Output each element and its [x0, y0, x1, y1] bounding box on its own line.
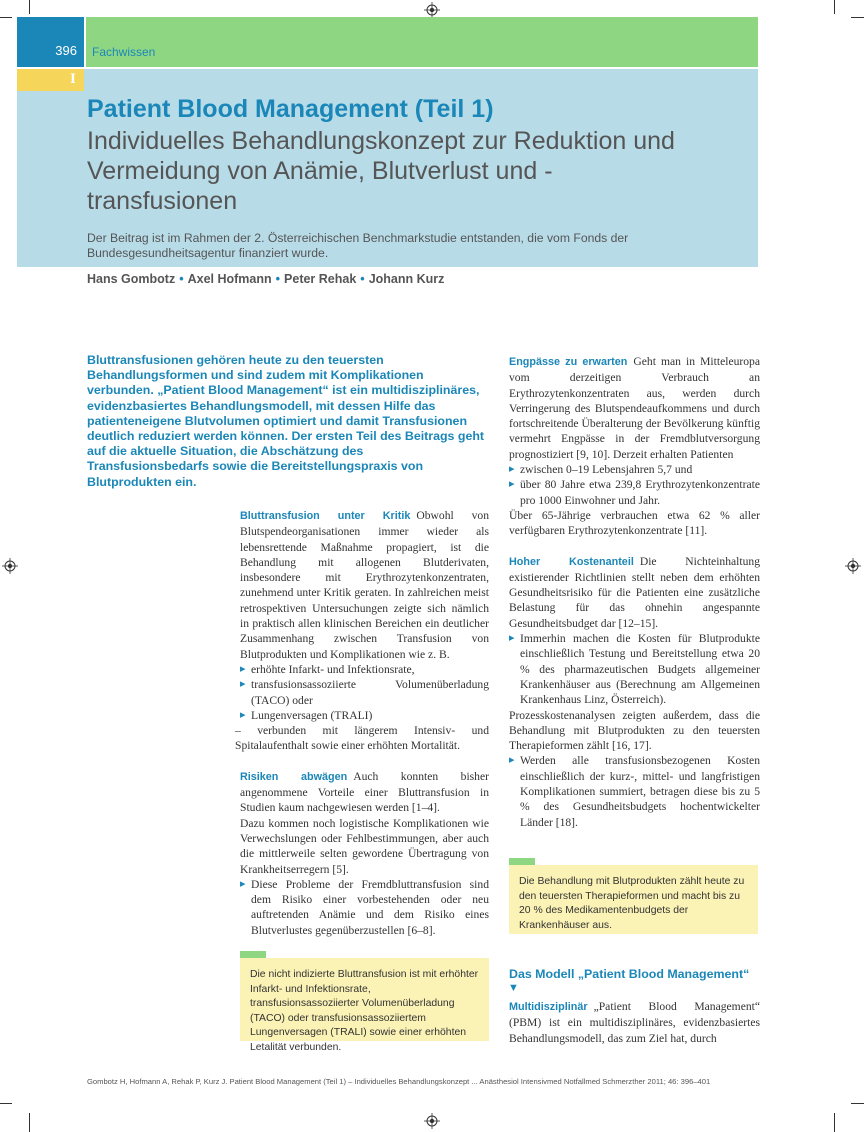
section-heading: Hoher Kostenanteil: [509, 555, 634, 568]
author: Johann Kurz: [368, 272, 445, 286]
paragraph: Geht man in Mitteleuropa vom derzeitigen Verbrauch an Erythrozytenkonzentraten aus, werden durch Verringerung des Blutspendeaufkommens und durch fortschreitende Überalterung der Bevölkerung künftig vermehrt Engpässe in der Fremdblutversorgung prognostiziert [9, 10]. Derzeit erhalten Patienten: [509, 355, 761, 461]
list-item: ▸ über 80 Jahre etwa 239,8 Erythrozytenkonzentrate pro 1000 Einwohner und Jahr.: [509, 477, 760, 508]
paragraph: Dazu kommen noch logistische Komplikationen wie Verwechslungen oder Fehlbestimmungen, aber auch die mittlerweile selten gewordene Übertragung von Krankheitserregern [5].: [240, 816, 489, 876]
section-label: Fachwissen: [92, 45, 156, 59]
crop-mark: [29, 1113, 30, 1132]
bullet-list: [240, 662, 489, 723]
section-heading: Multidisziplinär: [509, 1001, 588, 1013]
paragraph: Auch konnten bisher angenommene Vorteile einer Bluttransfusion in Studien kaum nachgewiesen werden [1–4].: [240, 769, 489, 815]
crop-mark: [0, 1103, 12, 1104]
paragraph: Prozesskostenanalysen zeigten außerdem, dass die Behandlung mit Blutprodukten zu den teuersten Therapieformen zählt [16, 17].: [509, 708, 760, 753]
list-item: ▸ erhöhte Infarkt- und Infektionsrate,: [240, 662, 489, 677]
registration-mark-icon: [424, 1113, 440, 1129]
callout-box: [240, 958, 489, 1053]
author: Axel Hofmann: [187, 272, 272, 286]
bullet-list: [240, 877, 489, 938]
body-column-1: [235, 508, 489, 938]
callout-box: [509, 865, 758, 934]
paragraph: Über 65-Jährige verbrauchen etwa 62 % aller verfügbaren Erythrozytenkonzentrate [11].: [509, 508, 760, 538]
list-item: ▸ Werden alle transfusionsbezogenen Kosten einschließlich der kurz-, mittel- und langfristigen Komplikationen summiert, betragen diese bis zu 5 % des Gesundheitsbudgets hochentwickelter Länder [18].: [509, 753, 760, 829]
bullet-list: [509, 462, 760, 508]
paragraph: Obwohl von Blutspendeorganisationen immer wieder als lebensrettende Maßnahme propagiert, ist die Behandlung mit allogenen Blutderivaten, insbesondere mit Erythrozytenkonzentraten, zunehmend unter Kritik geraten. In zahlreichen meist retrospektiven Untersuchungen zeigte sich nämlich in praktisch allen klinischen Bereichen ein deutlicher Zusammenhang zwischen Transfusion von Blutprodukten und Komplikationen wie z. B.: [240, 509, 489, 661]
triangle-down-icon: ▼: [508, 982, 519, 994]
author: Hans Gombotz: [87, 272, 176, 286]
registration-mark-icon: [845, 558, 861, 574]
paragraph: Die Nichteinhaltung existierender Richtlinien stellt neben dem erhöhten Gesundheitsrisiko für die Patienten eine zusätzliche Belastung für das ohnehin angespannte Gesundheitsbudget dar [12–15].: [509, 554, 760, 630]
crop-mark: [851, 17, 864, 18]
body-column-2: [509, 354, 760, 830]
author-list: Hans Gombotz • Axel Hofmann • Peter Rehak • Johann Kurz: [87, 272, 445, 286]
crop-mark: [834, 0, 835, 14]
article-lede: Der Beitrag ist im Rahmen der 2. Österreichischen Benchmarkstudie entstanden, die vom Fonds der Bundesgesundheitsagentur finanziert wurde.: [87, 231, 629, 260]
crop-mark: [0, 17, 12, 18]
section-heading: Engpässe zu erwarten: [509, 356, 628, 368]
list-item: ▸ Diese Probleme der Fremdbluttransfusion sind dem Risiko einer vorbestehenden oder neu auftretenden Anämie und dem Risiko eines Blutverlustes gegenüberzustellen [6–8].: [240, 877, 489, 938]
paragraph: „Patient Blood Management“ (PBM) ist ein multidisziplinäres, evidenzbasiertes Behandlungsmodell, das zum Ziel hat, durch: [509, 1000, 760, 1045]
chapter-tab-number: I: [70, 71, 76, 87]
list-item: ▸ Immerhin machen die Kosten für Blutprodukte einschließlich Testung und Bereitstellung etwa 20 % des pharmazeutischen Budgets allgemeiner Krankenhäuser aus (Berechnung am Allgemeinen Krankenhaus Linz, Österreich).: [509, 631, 760, 707]
citation-footer: Gombotz H, Hofmann A, Rehak P, Kurz J. Patient Blood Management (Teil 1) – Individuelles Behandlungskonzept ... Anästhesiol Intensivmed Notfallmed Schmerzther 2011; 46: 396–401: [87, 1077, 711, 1086]
registration-mark-icon: [2, 558, 18, 574]
crop-mark: [851, 1103, 864, 1104]
callout-text: Die nicht indizierte Bluttransfusion ist mit erhöhter Infarkt- und Infektionsrate, transfusionsassoziierter Volumenüberladung (TACO) oder transfusionsassoziiertem Lungenversagen (TRALI) sowie einer erhöhten Letalität verbunden.: [250, 969, 479, 1053]
list-item: ▸ zwischen 0–19 Lebensjahren 5,7 und: [509, 462, 760, 477]
page-number: 396: [55, 43, 77, 58]
section-heading: Bluttransfusion unter Kritik: [240, 510, 411, 522]
bullet-list: [509, 753, 760, 829]
bullet-list: [509, 631, 760, 707]
body-column-2-continued: [509, 999, 760, 1046]
crop-mark: [834, 1113, 835, 1132]
author: Peter Rehak: [284, 272, 357, 286]
registration-mark-icon: [424, 2, 440, 18]
article-subtitle: Individuelles Behandlungskonzept zur Reduktion und Vermeidung von Anämie, Blutverlust und -transfusionen: [87, 127, 675, 215]
section-heading: Risiken abwägen: [240, 770, 348, 783]
list-item: ▸ Lungenversagen (TRALI): [240, 708, 489, 723]
crop-mark: [29, 0, 30, 14]
callout-text: Die Behandlung mit Blutprodukten zählt heute zu den teuersten Therapieformen und macht bis zu 20 % des Medikamentenbudgets der Krankenhäuser aus.: [519, 876, 745, 931]
list-item: ▸ transfusionsassoziierte Volumenüberladung (TACO) oder: [240, 677, 489, 708]
article-title: Patient Blood Management (Teil 1): [87, 95, 494, 123]
section-band: [86, 17, 758, 67]
page-number-box: [17, 17, 84, 67]
paragraph: – verbunden mit längerem Intensiv- und Spitalaufenthalt sowie einer erhöhten Mortalität.: [235, 724, 489, 753]
abstract: Bluttransfusionen gehören heute zu den teuersten Behandlungsformen und sind zudem mit Komplikationen verbunden. „Patient Blood Management“ ist ein multidisziplinäres, evidenzbasiertes Behandlungsmodell, mit dessen Hilfe das patienteneigene Blutvolumen optimiert und damit Transfusionen deutlich reduziert werden können. Der ersten Teil des Beitrags geht auf die aktuelle Situation, die Abschätzung des Transfusionsbedarfs sowie die Bereitstellungspraxis von Blutprodukten ein.: [87, 353, 485, 489]
subsection-heading: Das Modell „Patient Blood Management“: [509, 967, 750, 981]
